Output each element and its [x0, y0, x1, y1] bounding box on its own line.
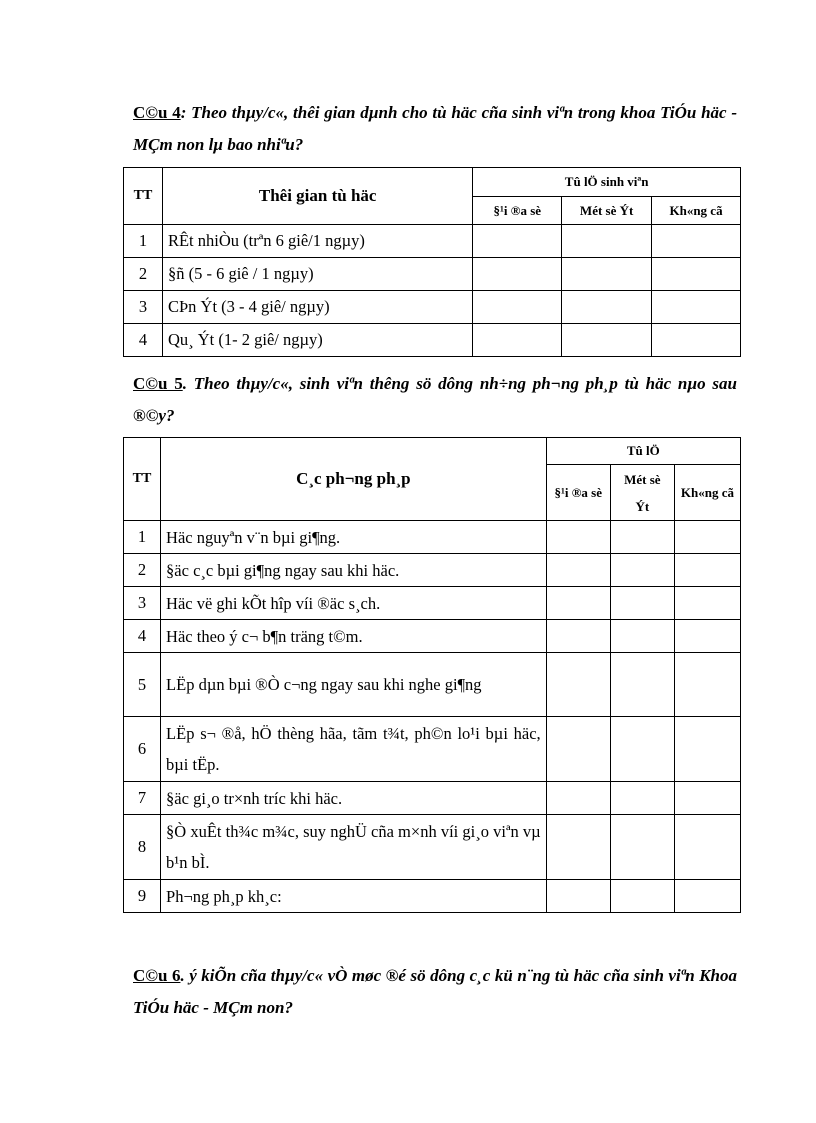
row-number: 1 [124, 225, 163, 258]
row-number: 2 [124, 258, 163, 291]
row-number: 5 [124, 653, 161, 717]
cell-few[interactable] [610, 880, 674, 913]
table-row [124, 291, 741, 324]
row-number: 4 [124, 324, 163, 357]
table-row [124, 782, 741, 815]
question-6-label: C©u 6 [133, 966, 181, 985]
cell-few[interactable] [610, 782, 674, 815]
cell-few[interactable] [610, 620, 674, 653]
cell-few[interactable] [562, 258, 652, 291]
row-text: CÞn Ýt (3 - 4 giê/ ngµy) [162, 291, 472, 324]
cell-none[interactable] [652, 291, 741, 324]
cell-none[interactable] [674, 587, 740, 620]
table-row [124, 717, 741, 782]
col-header-tt: TT [124, 168, 163, 225]
cell-few[interactable] [610, 521, 674, 554]
cell-few[interactable] [610, 653, 674, 717]
cell-majority[interactable] [473, 258, 562, 291]
sub-header-none: Kh«ng cã [674, 465, 740, 521]
cell-few[interactable] [610, 554, 674, 587]
cell-majority[interactable] [546, 880, 610, 913]
sub-header-few: Mét sè Ýt [562, 197, 652, 225]
cell-none[interactable] [652, 324, 741, 357]
row-text: §Ò xuÊt th¾c m¾c, suy nghÜ cña m×nh víi gi¸o viªn vµ b¹n bÌ. [161, 815, 547, 880]
row-number: 8 [124, 815, 161, 880]
cell-none[interactable] [674, 521, 740, 554]
cell-none[interactable] [652, 225, 741, 258]
row-text: Ph¬ng ph¸p kh¸c: [161, 880, 547, 913]
table-row [124, 521, 741, 554]
row-text: Qu¸ Ýt (1- 2 giê/ ngµy) [162, 324, 472, 357]
table-row [124, 587, 741, 620]
cell-none[interactable] [674, 880, 740, 913]
col-header-tt: TT [124, 438, 161, 521]
cell-majority[interactable] [473, 225, 562, 258]
question-5-text: . Theo thµy/c«, sinh viªn thêng sö dông nh÷ng ph¬ng ph¸p tù häc nµo sau ®©y? [133, 374, 738, 425]
cell-none[interactable] [674, 620, 740, 653]
row-text: LËp dµn bµi ®Ò c¬ng ngay sau khi nghe gi¶ng [161, 653, 547, 717]
sub-header-none: Kh«ng cã [652, 197, 741, 225]
question-6 [133, 960, 737, 1024]
question-5 [133, 368, 737, 432]
cell-none[interactable] [674, 782, 740, 815]
row-text: Häc vë ghi kÕt hîp víi ®äc s¸ch. [161, 587, 547, 620]
cell-majority[interactable] [546, 521, 610, 554]
row-number: 2 [124, 554, 161, 587]
row-number: 6 [124, 717, 161, 782]
question-4 [133, 97, 737, 161]
cell-few[interactable] [610, 815, 674, 880]
col-header-rate: Tû lÖ sinh viªn [473, 168, 741, 197]
table-row [124, 554, 741, 587]
cell-few[interactable] [562, 324, 652, 357]
row-text: RÊt nhiÒu (trªn 6 giê/1 ngµy) [162, 225, 472, 258]
sub-header-few: Mét sè Ýt [610, 465, 674, 521]
row-number: 9 [124, 880, 161, 913]
table-row [124, 815, 741, 880]
question-4-label: C©u 4 [133, 103, 181, 122]
cell-none[interactable] [674, 554, 740, 587]
row-number: 3 [124, 587, 161, 620]
table-row [124, 653, 741, 717]
cell-none[interactable] [652, 258, 741, 291]
row-text: Häc nguyªn v¨n bµi gi¶ng. [161, 521, 547, 554]
cell-few[interactable] [562, 225, 652, 258]
row-number: 1 [124, 521, 161, 554]
cell-majority[interactable] [473, 291, 562, 324]
row-text: LËp s¬ ®å, hÖ thèng hãa, tãm t¾t, ph©n lo¹i bµi häc, bµi tËp. [161, 717, 547, 782]
row-text: §äc gi¸o tr×nh tríc khi häc. [161, 782, 547, 815]
cell-few[interactable] [610, 587, 674, 620]
table-row [124, 225, 741, 258]
row-number: 4 [124, 620, 161, 653]
row-text: §äc c¸c bµi gi¶ng ngay sau khi häc. [161, 554, 547, 587]
sub-header-majority: §¹i ®a sè [546, 465, 610, 521]
cell-majority[interactable] [546, 717, 610, 782]
question-6-text: . ý kiÕn cña thµy/c« vÒ møc ®é sö dông c¸c kü n¨ng tù häc cña sinh viªn Khoa TiÓu häc - MÇm non? [133, 966, 737, 1017]
cell-few[interactable] [562, 291, 652, 324]
table-row [124, 620, 741, 653]
table-study-methods [123, 437, 741, 913]
cell-majority[interactable] [546, 653, 610, 717]
cell-majority[interactable] [546, 782, 610, 815]
question-5-label: C©u 5 [133, 374, 183, 393]
table-self-study-time [123, 167, 741, 357]
cell-none[interactable] [674, 653, 740, 717]
sub-header-majority: §¹i ®a sè [473, 197, 562, 225]
cell-majority[interactable] [546, 554, 610, 587]
row-text: Häc theo ý c¬ b¶n träng t©m. [161, 620, 547, 653]
cell-few[interactable] [610, 717, 674, 782]
cell-majority[interactable] [546, 620, 610, 653]
cell-majority[interactable] [546, 587, 610, 620]
row-text: §ñ (5 - 6 giê / 1 ngµy) [162, 258, 472, 291]
table-row [124, 880, 741, 913]
col-header-time: Thêi gian tù häc [162, 168, 472, 225]
cell-none[interactable] [674, 717, 740, 782]
question-4-text: : Theo thµy/c«, thêi gian dµnh cho tù häc cña sinh viªn trong khoa TiÓu häc - MÇm non lµ bao nhiªu? [133, 103, 738, 154]
cell-none[interactable] [674, 815, 740, 880]
col-header-rate: Tû lÖ [546, 438, 740, 465]
col-header-method: C¸c ph¬ng ph¸p [161, 438, 547, 521]
table-row [124, 324, 741, 357]
cell-majority[interactable] [473, 324, 562, 357]
cell-majority[interactable] [546, 815, 610, 880]
row-number: 3 [124, 291, 163, 324]
table-row [124, 258, 741, 291]
row-number: 7 [124, 782, 161, 815]
